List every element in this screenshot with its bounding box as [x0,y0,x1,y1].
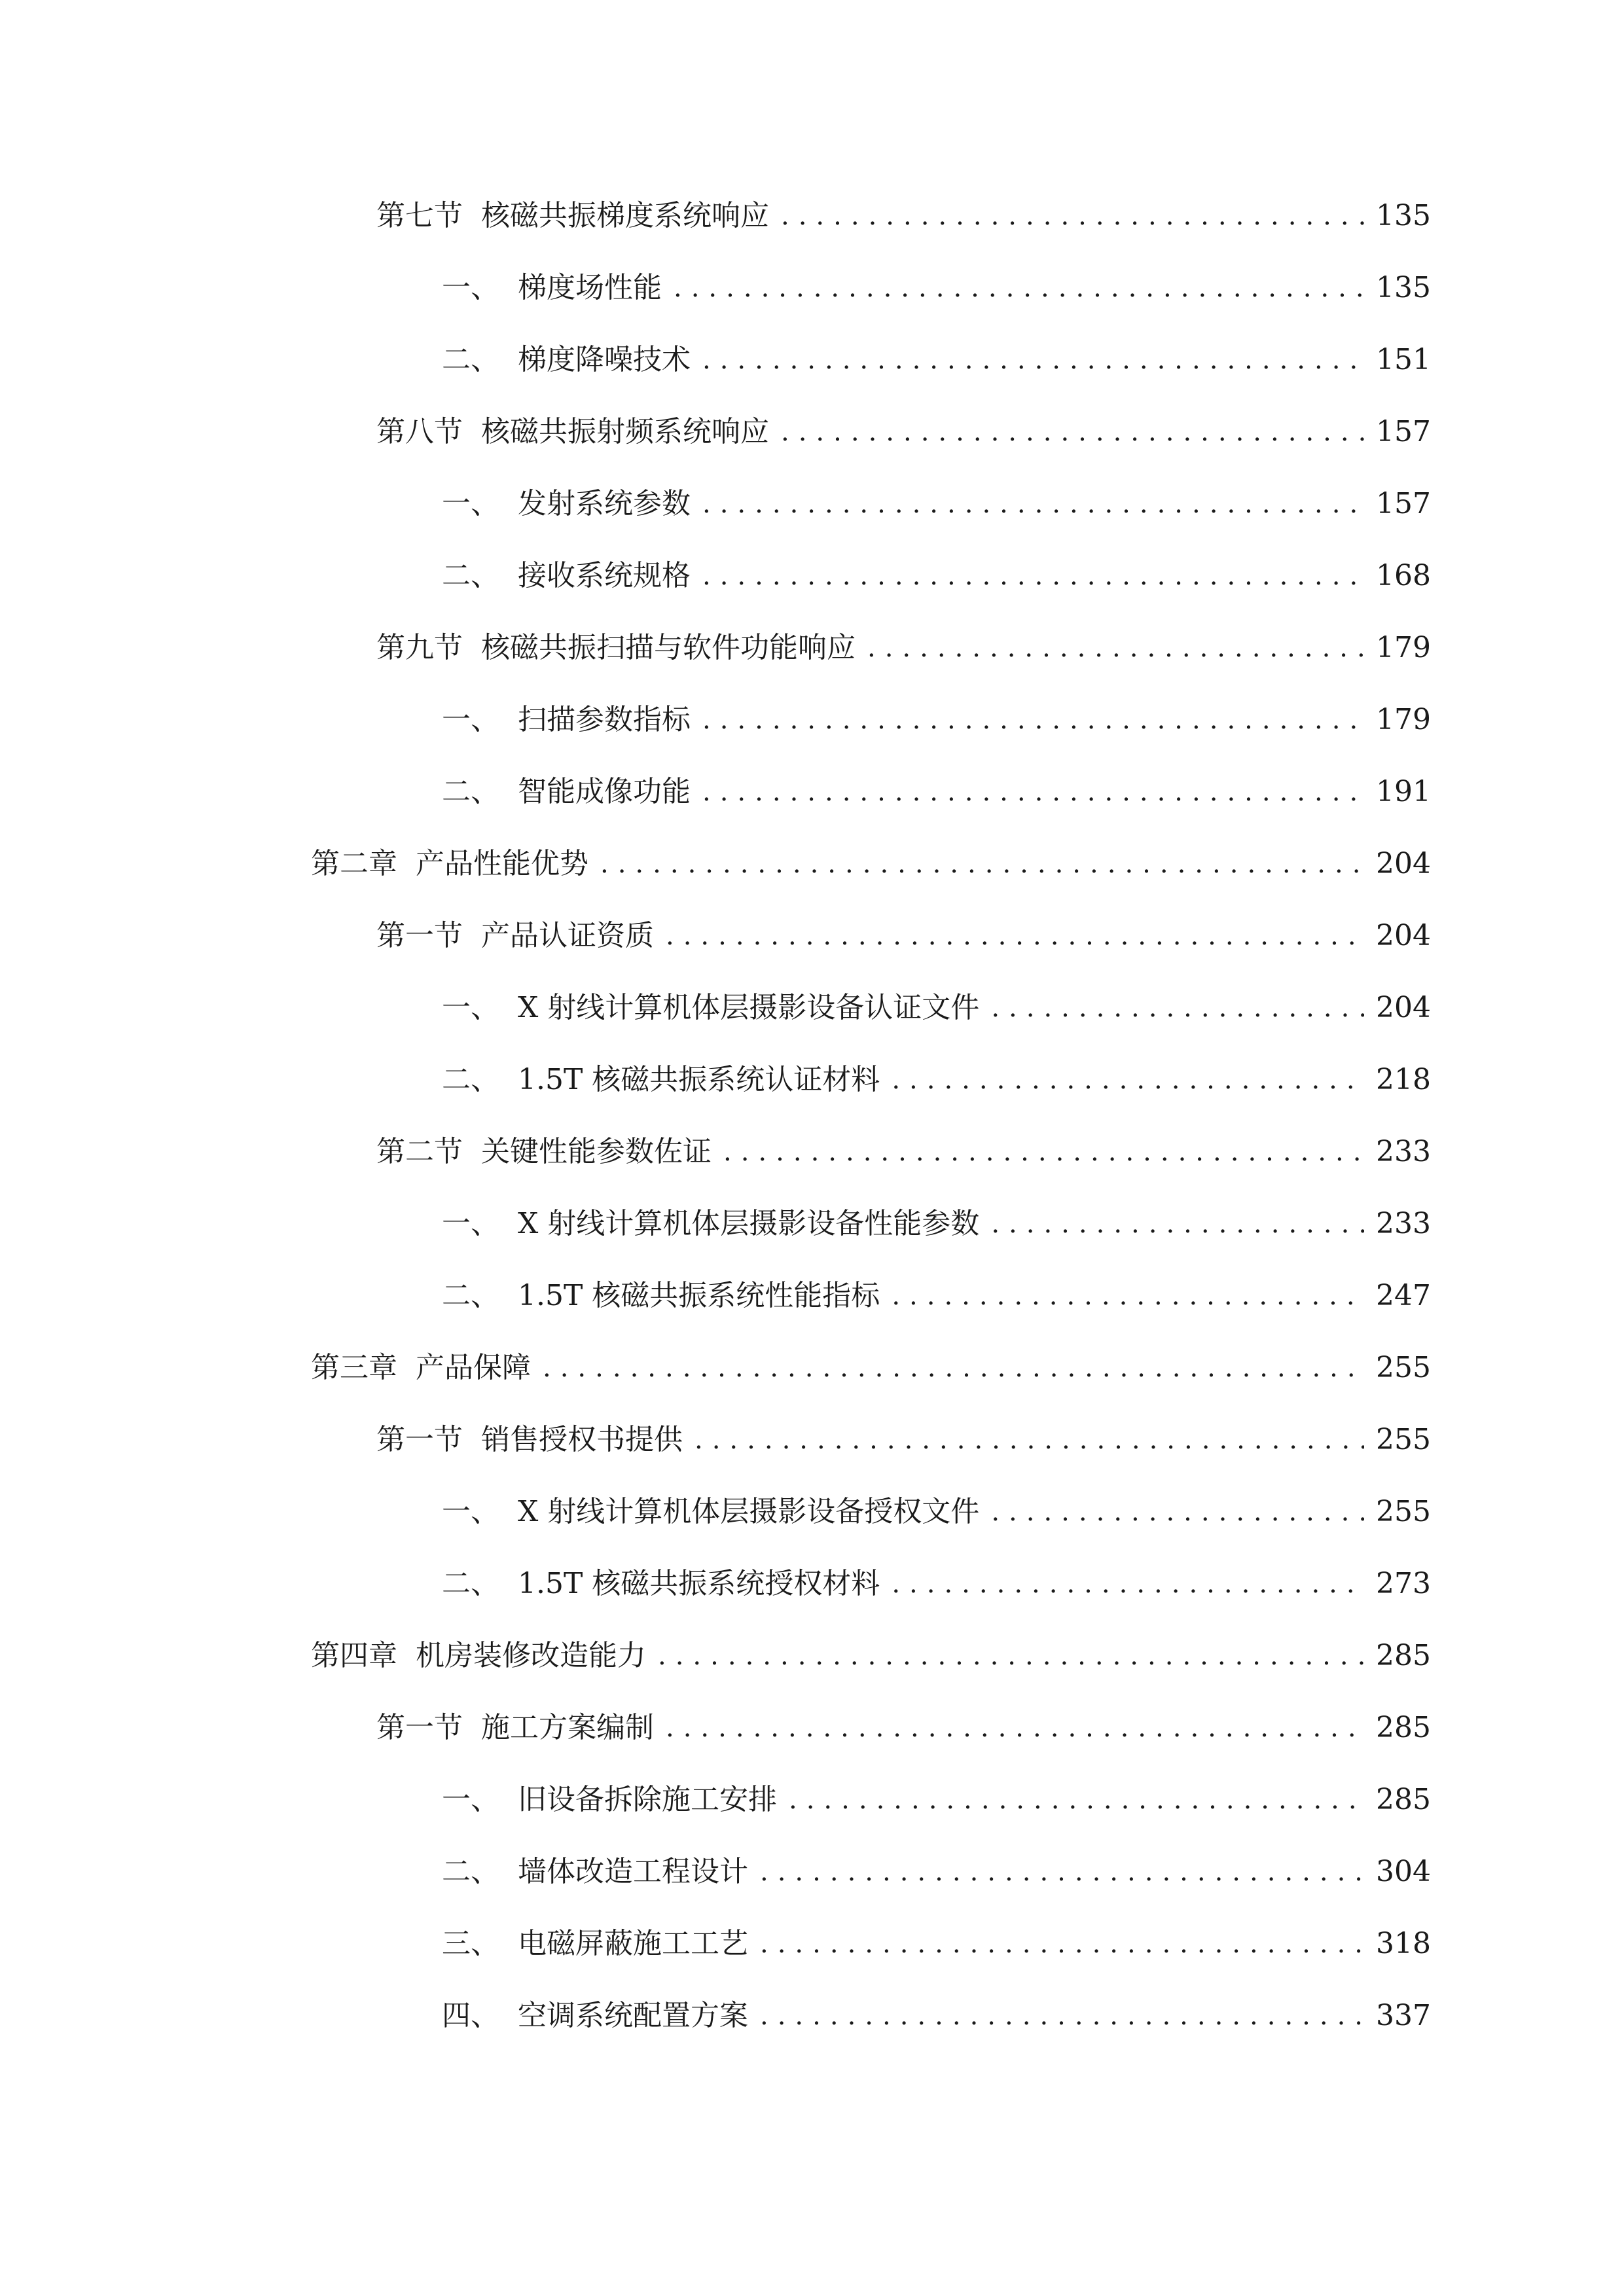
toc-entry-title: 旧设备拆除施工安排 [518,1783,777,1816]
toc-entry-title: 核磁共振扫描与软件功能响应 [481,631,856,664]
toc-entry-prefix: 第七节 [376,199,463,232]
toc-entry-title: 1.5T 核磁共振系统认证材料 [518,1063,880,1096]
toc-entry[interactable] [442,1054,1431,1106]
toc-entry-prefix: 第二节 [376,1135,463,1168]
toc-entry-title: X 射线计算机体层摄影设备认证文件 [518,991,980,1024]
toc-entry[interactable] [442,1846,1431,1898]
toc-entry-page: 247 [1376,1279,1431,1312]
toc-entry-page: 204 [1376,847,1431,880]
toc-entry-title: X 射线计算机体层摄影设备性能参数 [518,1207,980,1240]
toc-entry-page: 233 [1376,1135,1431,1168]
toc-leader-dots [658,1630,1364,1682]
toc-entry-prefix: 第二章 [311,847,397,880]
toc-entry-title: 核磁共振射频系统响应 [481,415,769,448]
toc-leader-dots [702,478,1364,530]
toc-entry-page: 218 [1376,1063,1431,1096]
toc-entry[interactable] [311,838,1431,890]
toc-entry-prefix: 二、 [442,1855,499,1888]
toc-entry[interactable] [376,1414,1431,1466]
toc-entry[interactable] [376,190,1431,242]
toc-entry[interactable] [442,982,1431,1034]
toc-entry[interactable] [442,1774,1431,1826]
toc-leader-dots [674,262,1364,314]
toc-entry-prefix: 二、 [442,1279,499,1312]
toc-entry[interactable] [442,1990,1431,2042]
toc-entry-prefix: 四、 [442,1999,499,2032]
toc-entry-title: 接收系统规格 [518,559,691,592]
toc-entry[interactable] [442,1198,1431,1250]
toc-leader-dots [666,910,1364,962]
toc-entry-prefix: 第一节 [376,1423,463,1456]
toc-leader-dots [702,694,1364,746]
toc-entry-prefix: 三、 [442,1927,499,1960]
toc-entry-title: 1.5T 核磁共振系统性能指标 [518,1279,880,1312]
toc-leader-dots [991,982,1364,1034]
toc-entry-prefix: 一、 [442,1207,499,1240]
toc-entry-page: 337 [1376,1999,1431,2032]
toc-entry[interactable] [376,622,1431,674]
toc-entry-title: 关键性能参数佐证 [481,1135,712,1168]
toc-leader-dots [781,190,1364,242]
toc-entry[interactable] [311,1342,1431,1394]
toc-entry-prefix: 二、 [442,559,499,592]
toc-leader-dots [991,1486,1364,1538]
toc-entry[interactable] [442,334,1431,386]
toc-entry-prefix: 一、 [442,1495,499,1528]
toc-entry-title: 产品认证资质 [481,919,654,952]
toc-leader-dots [600,838,1364,890]
toc-entry-page: 135 [1376,271,1431,304]
toc-leader-dots [702,766,1364,818]
toc-entry[interactable] [442,1558,1431,1610]
toc-entry-title: 机房装修改造能力 [416,1639,646,1672]
toc-entry-title: X 射线计算机体层摄影设备授权文件 [518,1495,980,1528]
toc-entry-page: 179 [1376,703,1431,736]
toc-entry-page: 285 [1376,1711,1431,1744]
toc-entry-title: 梯度降噪技术 [518,343,691,376]
toc-entry[interactable] [442,694,1431,746]
toc-entry-title: 墙体改造工程设计 [518,1855,748,1888]
toc-leader-dots [666,1702,1364,1754]
toc-entry-prefix: 第九节 [376,631,463,664]
toc-entry-prefix: 一、 [442,703,499,736]
toc-entry[interactable] [442,550,1431,602]
toc-entry-title: 产品性能优势 [416,847,588,880]
toc-entry-title: 产品保障 [416,1351,531,1384]
toc-leader-dots [702,550,1364,602]
toc-entry-page: 318 [1376,1927,1431,1960]
toc-entry-title: 电磁屏蔽施工工艺 [518,1927,748,1960]
toc-entry-title: 空调系统配置方案 [518,1999,748,2032]
toc-entry-title: 1.5T 核磁共振系统授权材料 [518,1567,880,1600]
toc-entry-page: 255 [1376,1351,1431,1384]
toc-entry-page: 255 [1376,1495,1431,1528]
toc-entry-page: 255 [1376,1423,1431,1456]
toc-entry-title: 智能成像功能 [518,775,691,808]
toc-entry-title: 核磁共振梯度系统响应 [481,199,769,232]
toc-entry-page: 135 [1376,199,1431,232]
toc-leader-dots [760,1846,1364,1898]
toc-entry[interactable] [442,766,1431,818]
toc-entry-prefix: 第八节 [376,415,463,448]
toc-entry-prefix: 第三章 [311,1351,397,1384]
toc-leader-dots [892,1270,1364,1322]
toc-entry[interactable] [376,1702,1431,1754]
toc-leader-dots [892,1054,1364,1106]
toc-entry[interactable] [442,262,1431,314]
toc-entry[interactable] [442,1486,1431,1538]
toc-entry-prefix: 二、 [442,343,499,376]
toc-leader-dots [781,406,1364,458]
toc-leader-dots [702,334,1364,386]
toc-entry-page: 285 [1376,1639,1431,1672]
toc-leader-dots [543,1342,1364,1394]
toc-entry-page: 179 [1376,631,1431,664]
toc-leader-dots [760,1918,1364,1970]
toc-entry-prefix: 一、 [442,1783,499,1816]
toc-leader-dots [991,1198,1364,1250]
toc-entry[interactable] [442,1270,1431,1322]
toc-entry-page: 204 [1376,991,1431,1024]
toc-entry-page: 204 [1376,919,1431,952]
toc-entry-page: 233 [1376,1207,1431,1240]
toc-entry-page: 157 [1376,487,1431,520]
toc-entry-prefix: 第一节 [376,919,463,952]
toc-entry[interactable] [376,910,1431,962]
toc-entry-title: 销售授权书提供 [481,1423,683,1456]
toc-entry-prefix: 二、 [442,1567,499,1600]
toc-entry-page: 157 [1376,415,1431,448]
toc-entry[interactable] [442,478,1431,530]
toc-entry-prefix: 一、 [442,991,499,1024]
toc-entry[interactable] [376,406,1431,458]
toc-entry[interactable] [311,1630,1431,1682]
toc-entry[interactable] [442,1918,1431,1970]
toc-entry-title: 施工方案编制 [481,1711,654,1744]
toc-entry-title: 发射系统参数 [518,487,691,520]
toc-entry-title: 梯度场性能 [518,271,662,304]
toc-entry-prefix: 二、 [442,775,499,808]
toc-entry-prefix: 第一节 [376,1711,463,1744]
toc-entry-page: 151 [1376,343,1431,376]
toc-entry-page: 191 [1376,775,1431,808]
toc-entry[interactable] [376,1126,1431,1178]
toc-entry-page: 273 [1376,1567,1431,1600]
toc-leader-dots [695,1414,1364,1466]
toc-leader-dots [723,1126,1364,1178]
toc-entry-title: 扫描参数指标 [518,703,691,736]
toc-leader-dots [789,1774,1364,1826]
toc-leader-dots [760,1990,1364,2042]
toc-entry-prefix: 二、 [442,1063,499,1096]
toc-leader-dots [867,622,1364,674]
toc-entry-page: 304 [1376,1855,1431,1888]
toc-entry-page: 285 [1376,1783,1431,1816]
toc-entry-prefix: 一、 [442,271,499,304]
toc-entry-page: 168 [1376,559,1431,592]
toc-entry-prefix: 一、 [442,487,499,520]
toc-leader-dots [892,1558,1364,1610]
toc-entry-prefix: 第四章 [311,1639,397,1672]
